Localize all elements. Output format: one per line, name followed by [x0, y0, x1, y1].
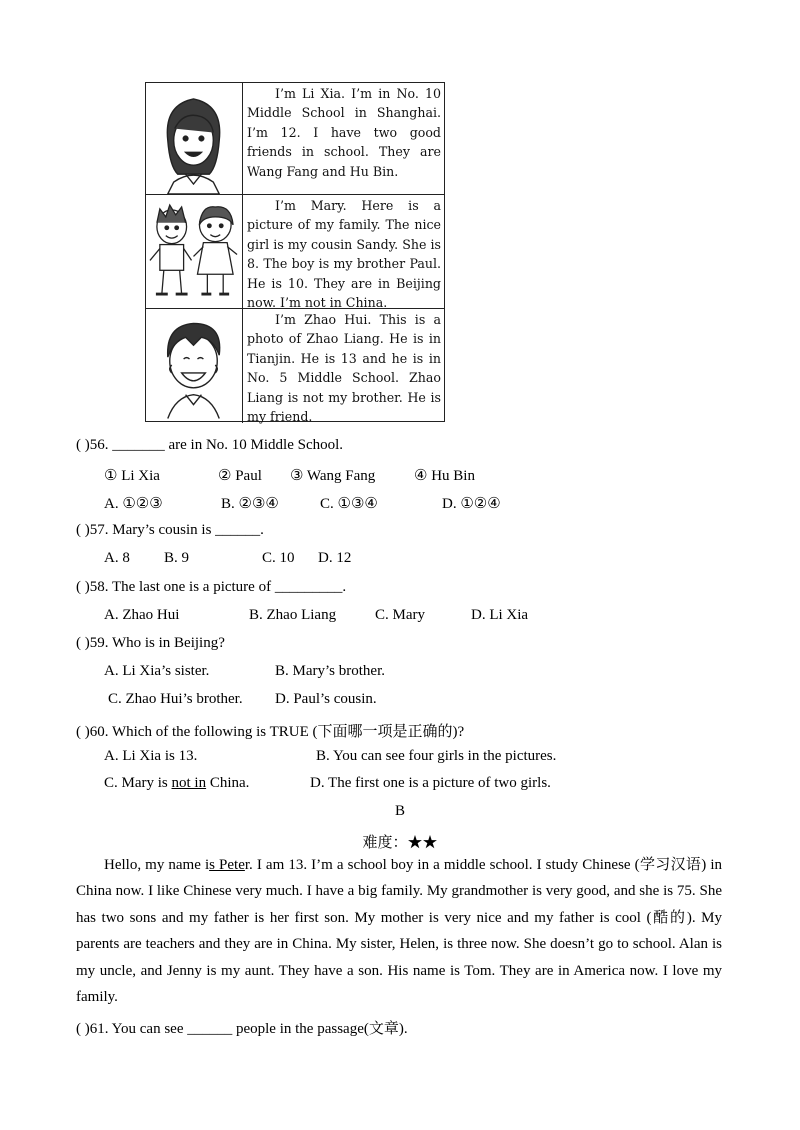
question-60: ( )60. Which of the following is TRUE (下面哪一项是正确的)? — [76, 724, 465, 740]
q59-option-d: D. Paul’s cousin. — [275, 691, 377, 707]
girl-illustration — [146, 83, 243, 194]
q57-option-a: A. 8 — [104, 550, 130, 566]
q56-option-a: A. ①②③ — [104, 496, 163, 512]
question-57: ( )57. Mary’s cousin is ______. — [76, 522, 264, 538]
q57-option-c: C. 10 — [262, 550, 295, 566]
q56-item-4: ④ Hu Bin — [414, 468, 475, 484]
passage-b-underlined: s Pete — [209, 857, 245, 873]
q56-item-2: ② Paul — [218, 468, 262, 484]
q57-option-d: D. 12 — [318, 550, 352, 566]
question-59: ( )59. Who is in Beijing? — [76, 635, 225, 651]
q57-option-b: B. 9 — [164, 550, 190, 566]
q60-option-a: A. Li Xia is 13. — [104, 748, 198, 764]
q60-option-c-pre: C. Mary is — [104, 775, 172, 791]
passage-text: I’m Mary. Here is a picture of my family. The nice girl is my cousin Sandy. She is 8. The boy is my brother Paul. He is 10. They are in Beijing now. I’m not in China. — [247, 198, 441, 311]
reading-table — [145, 82, 445, 425]
q58-option-a: A. Zhao Hui — [104, 607, 180, 623]
passage-text: I’m Li Xia. I’m in No. 10 Middle School in Shanghai. I’m 12. I have two good friends in school. They are Wang Fang and Hu Bin. — [247, 86, 441, 179]
section-b-label: B — [394, 803, 405, 819]
q56-option-b: B. ②③④ — [221, 496, 279, 512]
q60-option-c-underlined: not in — [171, 775, 207, 791]
q56-option-c: C. ①③④ — [320, 496, 378, 512]
table-row — [146, 309, 444, 423]
q59-option-c: C. Zhao Hui’s brother. — [108, 691, 243, 707]
question-58: ( )58. The last one is a picture of _________. — [76, 579, 347, 595]
passage-text: I’m Zhao Hui. This is a photo of Zhao Liang. He is in Tianjin. He is 13 and he is in No. 5 Middle School. Zhao Liang is not my brother. He is my friend. — [247, 312, 441, 425]
q56-item-3: ③ Wang Fang — [290, 468, 376, 484]
q60-option-b: B. You can see four girls in the pictures. — [316, 748, 557, 764]
q60-option-c — [104, 775, 249, 792]
q59-option-b: B. Mary’s brother. — [275, 663, 385, 679]
q56-item-1: ① Li Xia — [104, 468, 160, 484]
table-row — [146, 83, 444, 195]
difficulty-rating: 难度：★★ — [362, 835, 438, 851]
table-row — [146, 195, 444, 309]
boy-and-girl-illustration — [146, 195, 243, 308]
boy-illustration — [146, 309, 243, 423]
q58-option-b: B. Zhao Liang — [249, 607, 337, 623]
q60-option-c-post: China. — [206, 775, 250, 791]
passage-b-rest: r. I am 13. I’m a school boy in a middle school. I study Chinese (学习汉语) in China now. I like Chinese very much. I have a big family. My grandmother is very good, and she is 75. She has two sons and my father is her first son. My mother is very nice and my father is cool (酷的). My parents are teachers and they are in China. My sister, Helen, is three now. She doesn’t go to school. Alan is my uncle, and Jenny is my aunt. They have a son. His name is Tom. They are in America now. I love my family. — [76, 857, 722, 1006]
question-56: ( )56. _______ are in No. 10 Middle School. — [76, 437, 344, 453]
q59-option-a: A. Li Xia’s sister. — [104, 663, 210, 679]
question-61: ( )61. You can see ______ people in the passage(文章). — [76, 1021, 408, 1037]
q58-option-d: D. Li Xia — [471, 607, 529, 623]
passage-b — [76, 852, 722, 1010]
q60-option-d: D. The first one is a picture of two girls. — [310, 775, 551, 791]
passage-b-start: Hello, my name i — [104, 857, 210, 873]
q56-option-d: D. ①②④ — [442, 496, 501, 512]
q58-option-c: C. Mary — [375, 607, 425, 623]
